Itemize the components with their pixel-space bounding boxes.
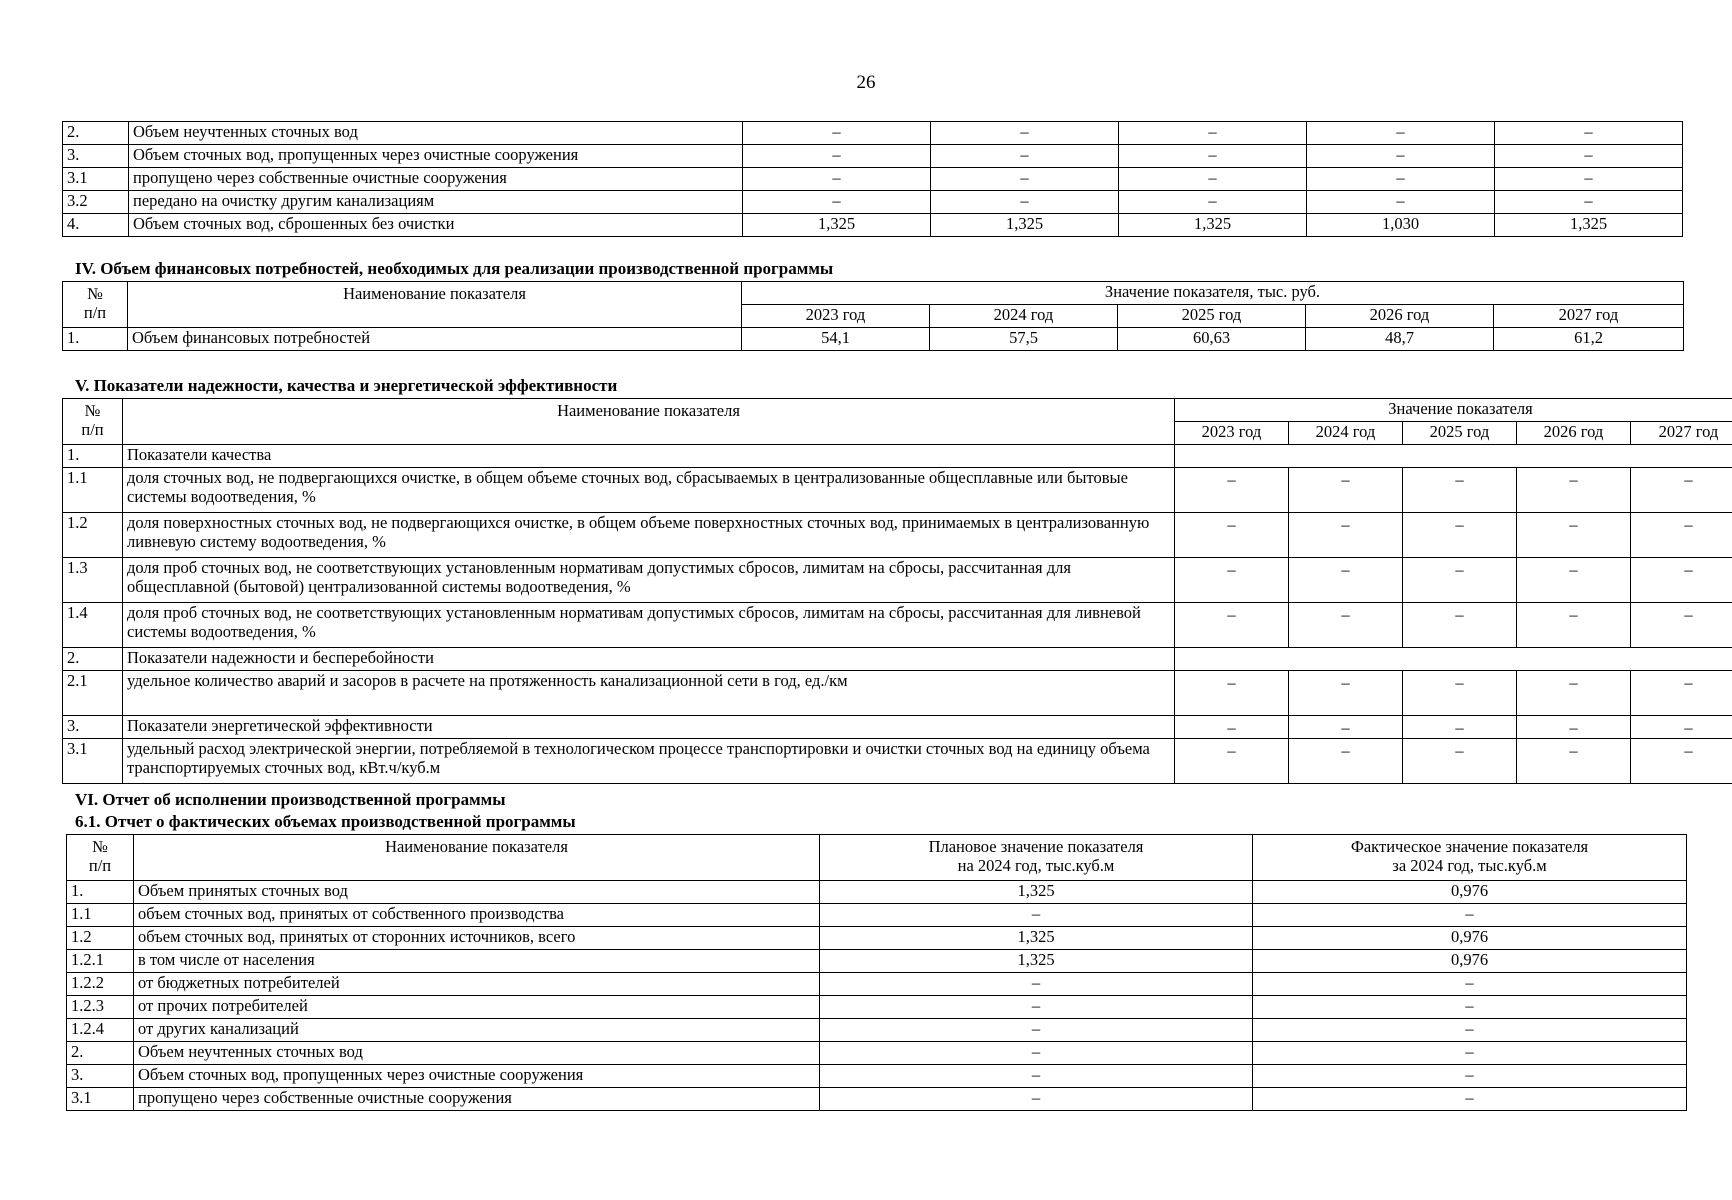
row-fact-value: 0,976 xyxy=(1253,881,1687,904)
row-number: 2. xyxy=(63,122,129,145)
row-value: – xyxy=(1289,603,1403,648)
row-name: удельный расход электрической энергии, потребляемой в технологическом процессе транспортировки и очистки сточных вод на единицу объема транспортируемых сточных вод, кВт.ч/куб.м xyxy=(123,739,1175,784)
row-value: – xyxy=(1631,513,1732,558)
row-value: – xyxy=(1289,513,1403,558)
row-fact-value: – xyxy=(1253,1065,1687,1088)
row-value: – xyxy=(1517,558,1631,603)
row-name: от прочих потребителей xyxy=(134,996,820,1019)
row-value: – xyxy=(1403,468,1517,513)
row-fact-value: – xyxy=(1253,1088,1687,1111)
row-number: 2. xyxy=(63,648,123,671)
row-name: Объем сточных вод, сброшенных без очистки xyxy=(129,214,743,237)
row-number: 3. xyxy=(63,145,129,168)
year-header: 2027 год xyxy=(1631,422,1732,445)
row-plan-value: – xyxy=(820,1042,1253,1065)
row-value: – xyxy=(1289,716,1403,739)
row-name: доля проб сточных вод, не соответствующих установленным нормативам допустимых сбросов, лимитам на сбросы, рассчитанная для ливневой системы водоотведения, % xyxy=(123,603,1175,648)
section-4-title: IV. Объем финансовых потребностей, необходимых для реализации производственной программы xyxy=(75,259,834,278)
row-number: 3.1 xyxy=(67,1088,134,1111)
table-row xyxy=(63,328,1684,351)
row-value: 60,63 xyxy=(1118,328,1306,351)
table-row xyxy=(67,881,1687,904)
row-plan-value: – xyxy=(820,904,1253,927)
row-value: – xyxy=(1631,671,1732,716)
row-plan-value: 1,325 xyxy=(820,881,1253,904)
header-num: № п/п xyxy=(63,399,123,445)
table-quality-indicators xyxy=(62,398,1732,784)
row-plan-value: – xyxy=(820,973,1253,996)
row-number: 1.2.1 xyxy=(67,950,134,973)
row-value: – xyxy=(931,191,1119,214)
row-name: от других канализаций xyxy=(134,1019,820,1042)
row-value: 48,7 xyxy=(1306,328,1494,351)
year-header: 2024 год xyxy=(930,305,1118,328)
row-fact-value: 0,976 xyxy=(1253,927,1687,950)
group-row xyxy=(63,648,1732,671)
row-name: Объем неучтенных сточных вод xyxy=(134,1042,820,1065)
row-value: – xyxy=(1119,145,1307,168)
row-number: 3.2 xyxy=(63,191,129,214)
row-value: – xyxy=(1631,716,1732,739)
row-value: – xyxy=(743,122,931,145)
row-name: Объем сточных вод, пропущенных через очистные сооружения xyxy=(129,145,743,168)
table-row xyxy=(67,1042,1687,1065)
row-value: – xyxy=(931,122,1119,145)
row-value: – xyxy=(1495,191,1683,214)
year-header: 2026 год xyxy=(1306,305,1494,328)
table-row xyxy=(63,468,1732,513)
row-name: объем сточных вод, принятых от собственного производства xyxy=(134,904,820,927)
table-row xyxy=(67,1019,1687,1042)
row-value: – xyxy=(1175,671,1289,716)
row-number: 1.1 xyxy=(67,904,134,927)
header-value-group: Значение показателя xyxy=(1175,399,1732,422)
table-row xyxy=(63,558,1732,603)
table-row xyxy=(63,603,1732,648)
row-number: 1.2.2 xyxy=(67,973,134,996)
row-value: 1,325 xyxy=(743,214,931,237)
row-value: – xyxy=(1175,716,1289,739)
table-row xyxy=(67,927,1687,950)
table-actual-volumes xyxy=(66,834,1687,1111)
row-name: доля сточных вод, не подвергающихся очистке, в общем объеме сточных вод, сбрасываемых в централизованные общесплавные или бытовые системы водоотведения, % xyxy=(123,468,1175,513)
row-number: 3. xyxy=(67,1065,134,1088)
table-row xyxy=(67,996,1687,1019)
row-value: – xyxy=(1631,558,1732,603)
table-row xyxy=(63,739,1732,784)
row-number: 1. xyxy=(63,445,123,468)
table-row xyxy=(67,1065,1687,1088)
year-header: 2025 год xyxy=(1403,422,1517,445)
row-value: – xyxy=(931,168,1119,191)
row-fact-value: – xyxy=(1253,1042,1687,1065)
row-value: – xyxy=(1403,558,1517,603)
row-name: пропущено через собственные очистные сооружения xyxy=(134,1088,820,1111)
group-row xyxy=(63,445,1732,468)
row-value: – xyxy=(1495,145,1683,168)
row-value: – xyxy=(1175,468,1289,513)
row-name: Объем сточных вод, пропущенных через очистные сооружения xyxy=(134,1065,820,1088)
table-row xyxy=(67,1088,1687,1111)
row-value: – xyxy=(1289,558,1403,603)
row-value: – xyxy=(1403,513,1517,558)
row-fact-value: – xyxy=(1253,996,1687,1019)
row-value: 1,325 xyxy=(1119,214,1307,237)
row-number: 1. xyxy=(67,881,134,904)
row-value: – xyxy=(1175,513,1289,558)
year-header: 2023 год xyxy=(1175,422,1289,445)
group-empty-cell xyxy=(1175,648,1732,671)
row-fact-value: – xyxy=(1253,1019,1687,1042)
header-value-group: Значение показателя, тыс. руб. xyxy=(742,282,1684,305)
row-value: – xyxy=(1119,191,1307,214)
row-plan-value: – xyxy=(820,1065,1253,1088)
header-num: № п/п xyxy=(63,282,128,328)
row-value: 1,325 xyxy=(931,214,1119,237)
row-number: 2. xyxy=(67,1042,134,1065)
year-header: 2026 год xyxy=(1517,422,1631,445)
row-value: – xyxy=(1495,168,1683,191)
row-number: 1. xyxy=(63,328,128,351)
table-row xyxy=(63,214,1683,237)
row-value: – xyxy=(1307,191,1495,214)
header-name: Наименование показателя xyxy=(134,835,820,881)
row-value: 1,030 xyxy=(1307,214,1495,237)
row-value: – xyxy=(1119,168,1307,191)
row-number: 1.2 xyxy=(63,513,123,558)
row-value: – xyxy=(1517,671,1631,716)
section-6-title: VI. Отчет об исполнении производственной программы xyxy=(75,790,506,809)
row-name: Объем принятых сточных вод xyxy=(134,881,820,904)
row-value: 61,2 xyxy=(1494,328,1684,351)
row-value: – xyxy=(1175,739,1289,784)
row-value: – xyxy=(1631,739,1732,784)
header-name: Наименование показателя xyxy=(123,399,1175,445)
row-name: Показатели надежности и бесперебойности xyxy=(123,648,1175,671)
table-row xyxy=(63,191,1683,214)
row-number: 3.1 xyxy=(63,168,129,191)
year-header: 2027 год xyxy=(1494,305,1684,328)
group-empty-cell xyxy=(1175,445,1732,468)
header-name: Наименование показателя xyxy=(128,282,742,328)
section-5-title: V. Показатели надежности, качества и энергетической эффективности xyxy=(75,376,618,395)
row-name: Объем финансовых потребностей xyxy=(128,328,742,351)
row-plan-value: – xyxy=(820,996,1253,1019)
row-name: Показатели энергетической эффективности xyxy=(123,716,1175,739)
row-value: – xyxy=(1289,468,1403,513)
row-name: объем сточных вод, принятых от сторонних источников, всего xyxy=(134,927,820,950)
row-value: – xyxy=(1495,122,1683,145)
row-value: – xyxy=(1631,468,1732,513)
row-name: Показатели качества xyxy=(123,445,1175,468)
row-number: 1.1 xyxy=(63,468,123,513)
row-value: – xyxy=(1175,558,1289,603)
row-fact-value: 0,976 xyxy=(1253,950,1687,973)
row-value: – xyxy=(1517,513,1631,558)
page-number: 26 xyxy=(856,72,876,93)
table-row xyxy=(63,145,1683,168)
year-header: 2025 год xyxy=(1118,305,1306,328)
table-row xyxy=(63,122,1683,145)
row-name: пропущено через собственные очистные сооружения xyxy=(129,168,743,191)
row-value: – xyxy=(743,145,931,168)
row-plan-value: 1,325 xyxy=(820,927,1253,950)
row-name: доля поверхностных сточных вод, не подвергающихся очистке, в общем объеме поверхностных сточных вод, принимаемых в централизованную ливневую систему водоотведения, % xyxy=(123,513,1175,558)
row-value: – xyxy=(1307,168,1495,191)
row-value: – xyxy=(1517,468,1631,513)
row-name: доля проб сточных вод, не соответствующих установленным нормативам допустимых сбросов, лимитам на сбросы, рассчитанная для общесплавной (бытовой) централизованной системы водоотведения, % xyxy=(123,558,1175,603)
row-fact-value: – xyxy=(1253,904,1687,927)
row-value: 57,5 xyxy=(930,328,1118,351)
row-number: 1.2.3 xyxy=(67,996,134,1019)
row-number: 4. xyxy=(63,214,129,237)
row-value: – xyxy=(1307,122,1495,145)
row-value: – xyxy=(1517,603,1631,648)
row-value: – xyxy=(1403,671,1517,716)
header-plan: Плановое значение показателя на 2024 год, тыс.куб.м xyxy=(820,835,1253,881)
row-number: 1.3 xyxy=(63,558,123,603)
year-header: 2023 год xyxy=(742,305,930,328)
row-value: – xyxy=(743,191,931,214)
row-value: – xyxy=(1517,716,1631,739)
row-number: 2.1 xyxy=(63,671,123,716)
row-value: – xyxy=(1403,603,1517,648)
row-plan-value: – xyxy=(820,1019,1253,1042)
table-row xyxy=(67,904,1687,927)
row-value: – xyxy=(1289,739,1403,784)
row-name: удельное количество аварий и засоров в расчете на протяженность канализационной сети в год, ед./км xyxy=(123,671,1175,716)
row-value: 1,325 xyxy=(1495,214,1683,237)
row-value: – xyxy=(1175,603,1289,648)
row-value: – xyxy=(1289,671,1403,716)
row-value: – xyxy=(931,145,1119,168)
row-value: – xyxy=(1119,122,1307,145)
row-plan-value: – xyxy=(820,1088,1253,1111)
table-row xyxy=(63,716,1732,739)
table-financial-needs xyxy=(62,281,1684,351)
row-value: – xyxy=(1403,716,1517,739)
table-continued-volumes xyxy=(62,121,1683,237)
row-name: передано на очистку другим канализациям xyxy=(129,191,743,214)
table-row xyxy=(67,973,1687,996)
table-row xyxy=(63,513,1732,558)
row-value: 54,1 xyxy=(742,328,930,351)
header-fact: Фактическое значение показателя за 2024 год, тыс.куб.м xyxy=(1253,835,1687,881)
row-value: – xyxy=(1631,603,1732,648)
table-row xyxy=(67,950,1687,973)
year-header: 2024 год xyxy=(1289,422,1403,445)
row-value: – xyxy=(1307,145,1495,168)
row-number: 1.2.4 xyxy=(67,1019,134,1042)
row-name: Объем неучтенных сточных вод xyxy=(129,122,743,145)
row-name: от бюджетных потребителей xyxy=(134,973,820,996)
row-number: 3.1 xyxy=(63,739,123,784)
row-number: 1.2 xyxy=(67,927,134,950)
row-value: – xyxy=(1517,739,1631,784)
table-row xyxy=(63,671,1732,716)
row-fact-value: – xyxy=(1253,973,1687,996)
row-name: в том числе от населения xyxy=(134,950,820,973)
section-6-subtitle: 6.1. Отчет о фактических объемах производственной программы xyxy=(75,812,576,831)
table-row xyxy=(63,168,1683,191)
header-num: № п/п xyxy=(67,835,134,881)
row-value: – xyxy=(1403,739,1517,784)
row-plan-value: 1,325 xyxy=(820,950,1253,973)
row-number: 1.4 xyxy=(63,603,123,648)
row-value: – xyxy=(743,168,931,191)
row-number: 3. xyxy=(63,716,123,739)
